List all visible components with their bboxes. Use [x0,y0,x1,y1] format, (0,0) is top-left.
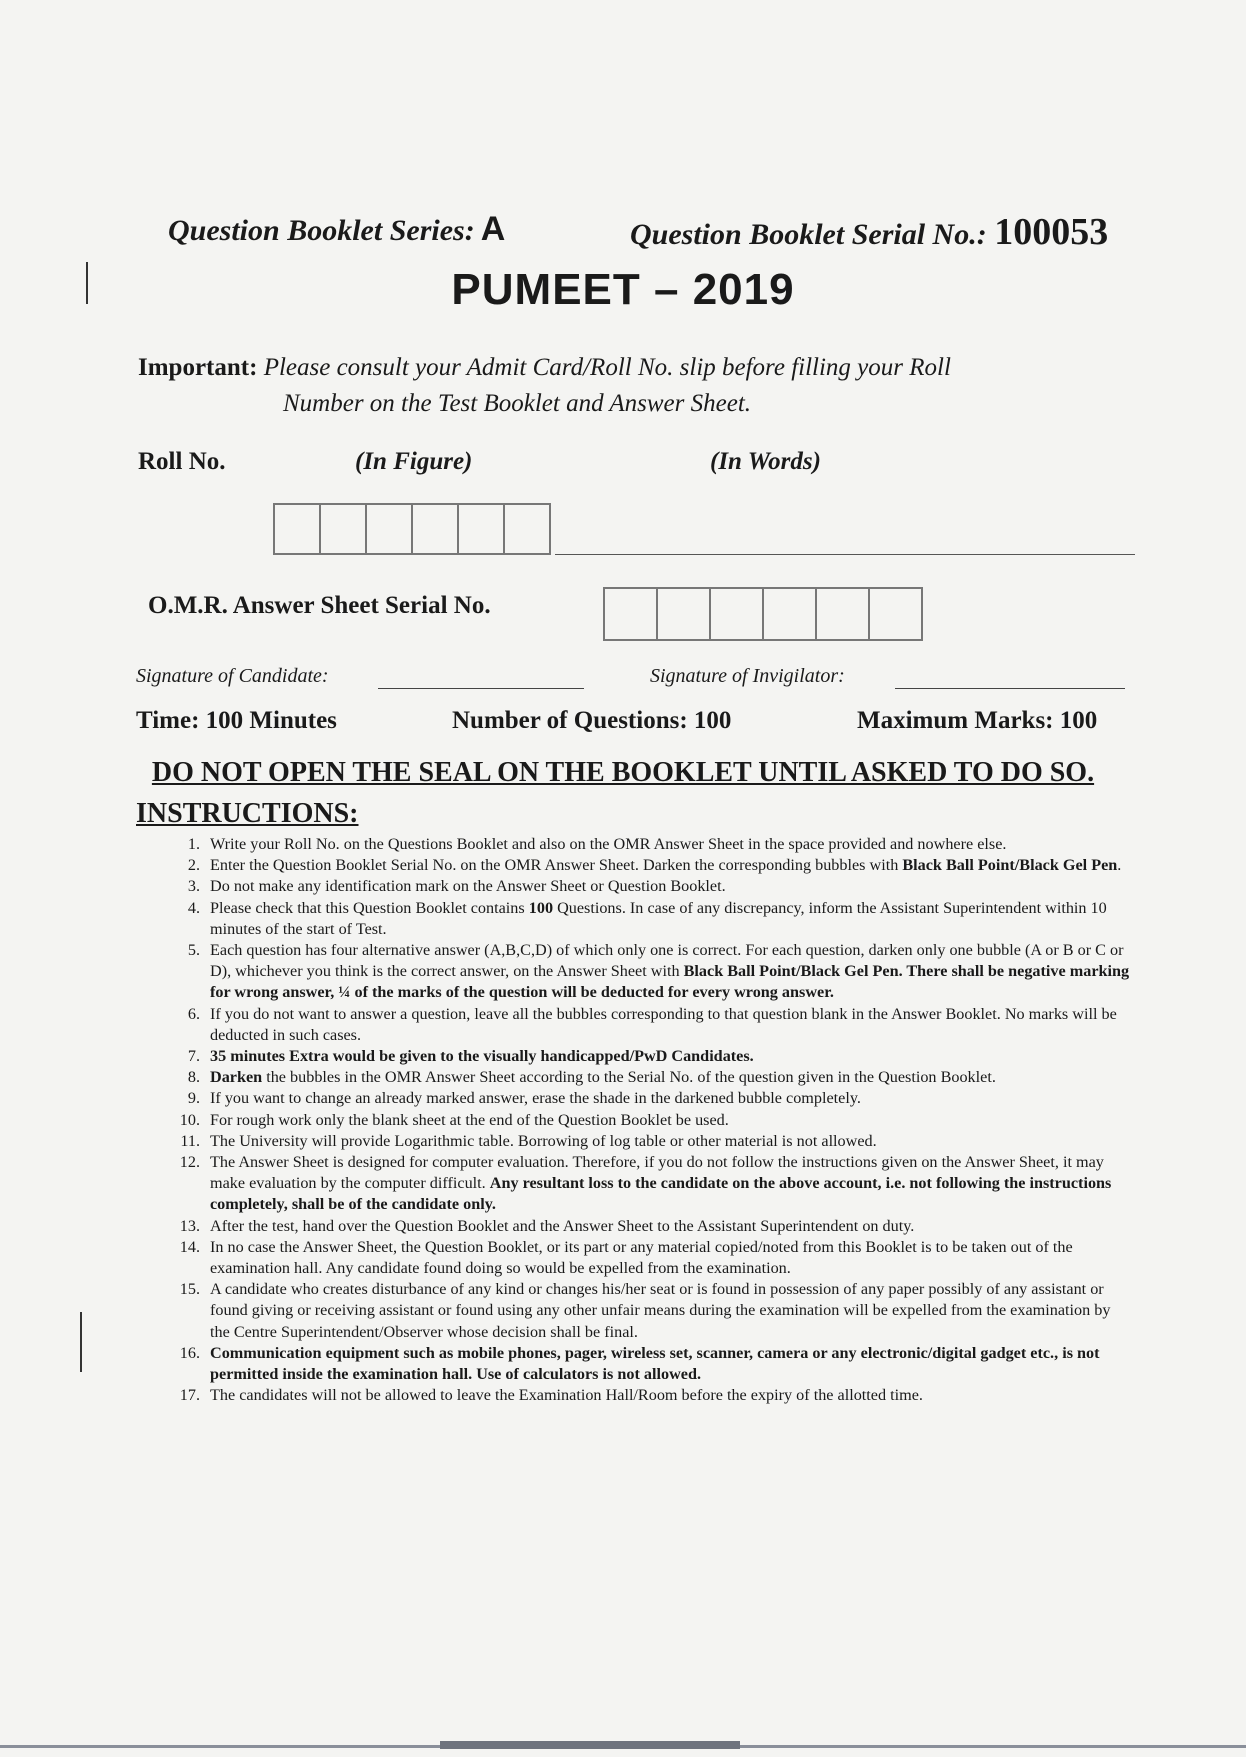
important-line-2: Number on the Test Booklet and Answer Sheet. [283,390,752,417]
instruction-text: For rough work only the blank sheet at the end of the Question Booklet be used. [210,1110,729,1129]
roll-digit-box[interactable] [321,505,367,553]
omr-digit-box[interactable] [817,589,870,639]
serial-value: 100053 [994,211,1109,253]
roll-digit-box[interactable] [413,505,459,553]
instruction-number: 14. [179,1237,200,1256]
instruction-number: 7. [187,1047,200,1066]
instruction-number: 11. [180,1131,200,1150]
instruction-item [170,1216,1134,1237]
instruction-item [170,1088,1134,1109]
instruction-text: Do not make any identification mark on the Answer Sheet or Question Booklet. [210,877,726,896]
instruction-text: Write your Roll No. on the Questions Booklet and also on the OMR Answer Sheet in the space provided and nowhere else. [210,835,1007,853]
roll-no-label: Roll No. [138,448,226,475]
instruction-text: If you do not want to answer a question, leave all the bubbles corresponding to that question blank in the Answer Booklet. No marks will be deducted in such cases. [210,1004,1117,1044]
important-line-1: Please consult your Admit Card/Roll No. slip before filling your Roll [263,354,951,381]
roll-digit-box[interactable] [505,505,549,553]
instruction-text: After the test, hand over the Question Booklet and the Answer Sheet to the Assistant Superintendent on duty. [210,1216,915,1235]
instruction-item [170,1004,1134,1046]
instruction-item [170,1237,1134,1279]
instruction-text: Communication equipment such as mobile phones, pager, wireless set, scanner, camera or any electronic/digital gadget etc., is not permitted inside the examination hall. Use of calculators is not allowed. [210,1343,1100,1384]
instructions-list [170,834,1134,1406]
instruction-item [170,1067,1134,1088]
important-label: Important: [138,354,258,381]
time-info: Time: 100 Minutes [136,707,337,734]
instruction-text: A candidate who creates disturbance of any kind or changes his/her seat or is found in possession of any paper possibly of any assistant or found giving or receiving assistant or found using any other unfair means during the examination will be expelled from the examination by the Centre Superintendent/Observer whose decision shall be final. [210,1280,1111,1341]
booklet-serial [630,210,1108,254]
instruction-text: Black Ball Point/Black Gel Pen [902,856,1118,875]
instruction-text: Darken [210,1068,263,1087]
exam-title: PUMEET – 2019 [451,265,795,314]
seal-notice: DO NOT OPEN THE SEAL ON THE BOOKLET UNTIL ASKED TO DO SO. [151,757,1095,788]
instruction-number: 9. [187,1089,200,1108]
instruction-item [170,898,1134,940]
important-notice [138,350,1134,422]
instruction-text: The University will provide Logarithmic table. Borrowing of log table or other material is not allowed. [210,1131,877,1150]
in-figure-label: (In Figure) [355,448,473,475]
instruction-number: 5. [187,941,200,960]
instruction-item [170,855,1134,876]
instruction-number: 4. [187,898,200,917]
candidate-signature-label: Signature of Candidate: [136,665,329,687]
instruction-text: Any resultant loss to the candidate on the above account, i.e. not following the instructions completely, shall be of the candidate only. [210,1174,1112,1214]
instruction-item [170,1152,1134,1216]
instruction-item [170,1279,1134,1343]
instruction-item [170,940,1134,1004]
instruction-text: Please check that this Question Booklet contains [210,898,529,917]
instruction-item [170,834,1134,855]
instructions-heading: INSTRUCTIONS: [136,798,359,829]
instruction-text: Black Ball Point/Black Gel Pen. There shall be negative marking for wrong answer, ¼ of the marks of the question will be deducted for every wrong answer. [210,962,1130,1002]
instruction-text: If you want to change an already marked answer, erase the shade in the darkened bubble completely. [210,1089,861,1108]
instruction-number: 16. [179,1343,200,1362]
bottom-edge-tab [440,1741,740,1749]
omr-digit-box[interactable] [870,589,921,639]
instruction-text: Enter the Question Booklet Serial No. on the OMR Answer Sheet. Darken the corresponding bubbles with [210,856,903,875]
booklet-series [168,210,505,249]
instruction-item [170,1385,1134,1406]
instruction-number: 15. [179,1280,200,1299]
roll-digit-box[interactable] [275,505,321,553]
series-label: Question Booklet Series: [168,214,475,247]
series-value: A [480,210,506,248]
instruction-text: 35 minutes Extra would be given to the visually handicapped/PwD Candidates. [210,1047,754,1066]
roll-no-figure-boxes[interactable] [273,503,551,555]
marks-info: Maximum Marks: 100 [857,707,1098,734]
in-words-label: (In Words) [710,448,821,475]
instruction-text: the bubbles in the OMR Answer Sheet according to the Serial No. of the question given in the Question Booklet. [262,1068,996,1087]
scan-edge-mark-bottom [80,1312,82,1372]
omr-serial-boxes[interactable] [603,587,923,641]
instruction-number: 2. [187,856,200,875]
instruction-text: The Answer Sheet is designed for computer evaluation. Therefore, if you do not follow the instructions given on the Answer Sheet, it may make evaluation by the computer difficult. [210,1153,1104,1193]
instruction-text: 100 [528,898,554,917]
instruction-text: . [1117,856,1122,875]
invigilator-signature-label: Signature of Invigilator: [650,665,845,687]
candidate-signature-line[interactable] [378,688,584,689]
instruction-text: Questions. In case of any discrepancy, inform the Assistant Superintendent within 10 minutes of the start of Test. [210,898,1107,938]
roll-digit-box[interactable] [367,505,413,553]
roll-digit-box[interactable] [459,505,505,553]
instruction-item [170,1131,1134,1152]
invigilator-signature-line[interactable] [895,688,1125,689]
instruction-number: 13. [179,1216,200,1235]
instruction-text: Each question has four alternative answer (A,B,C,D) of which only one is correct. For each question, darken only one bubble (A or B or C or D), whichever you think is the correct answer, on the Answer Sheet with [210,941,1124,981]
instruction-item [170,1110,1134,1131]
omr-digit-box[interactable] [658,589,711,639]
omr-digit-box[interactable] [711,589,764,639]
instruction-item [170,1046,1134,1067]
instruction-item [170,1343,1134,1385]
instruction-text: In no case the Answer Sheet, the Question Booklet, or its part or any material copied/noted from this Booklet is to be taken out of the examination hall. Any candidate found doing so would be expelled from the examination. [210,1237,1073,1278]
instruction-number: 17. [179,1386,200,1405]
instruction-text: The candidates will not be allowed to leave the Examination Hall/Room before the expiry of the allotted time. [210,1386,923,1405]
instruction-number: 3. [187,877,200,896]
instruction-number: 1. [187,835,200,853]
roll-no-words-line[interactable] [555,554,1135,555]
instruction-number: 10. [179,1110,200,1129]
questions-info: Number of Questions: 100 [452,707,732,734]
instruction-number: 8. [187,1068,200,1087]
instruction-number: 6. [187,1004,200,1023]
instruction-item [170,876,1134,897]
omr-digit-box[interactable] [764,589,817,639]
booklet-header-row [168,210,1114,260]
instruction-number: 12. [179,1153,200,1172]
serial-label: Question Booklet Serial No.: [630,218,987,251]
omr-digit-box[interactable] [605,589,658,639]
omr-serial-label: O.M.R. Answer Sheet Serial No. [148,592,491,619]
